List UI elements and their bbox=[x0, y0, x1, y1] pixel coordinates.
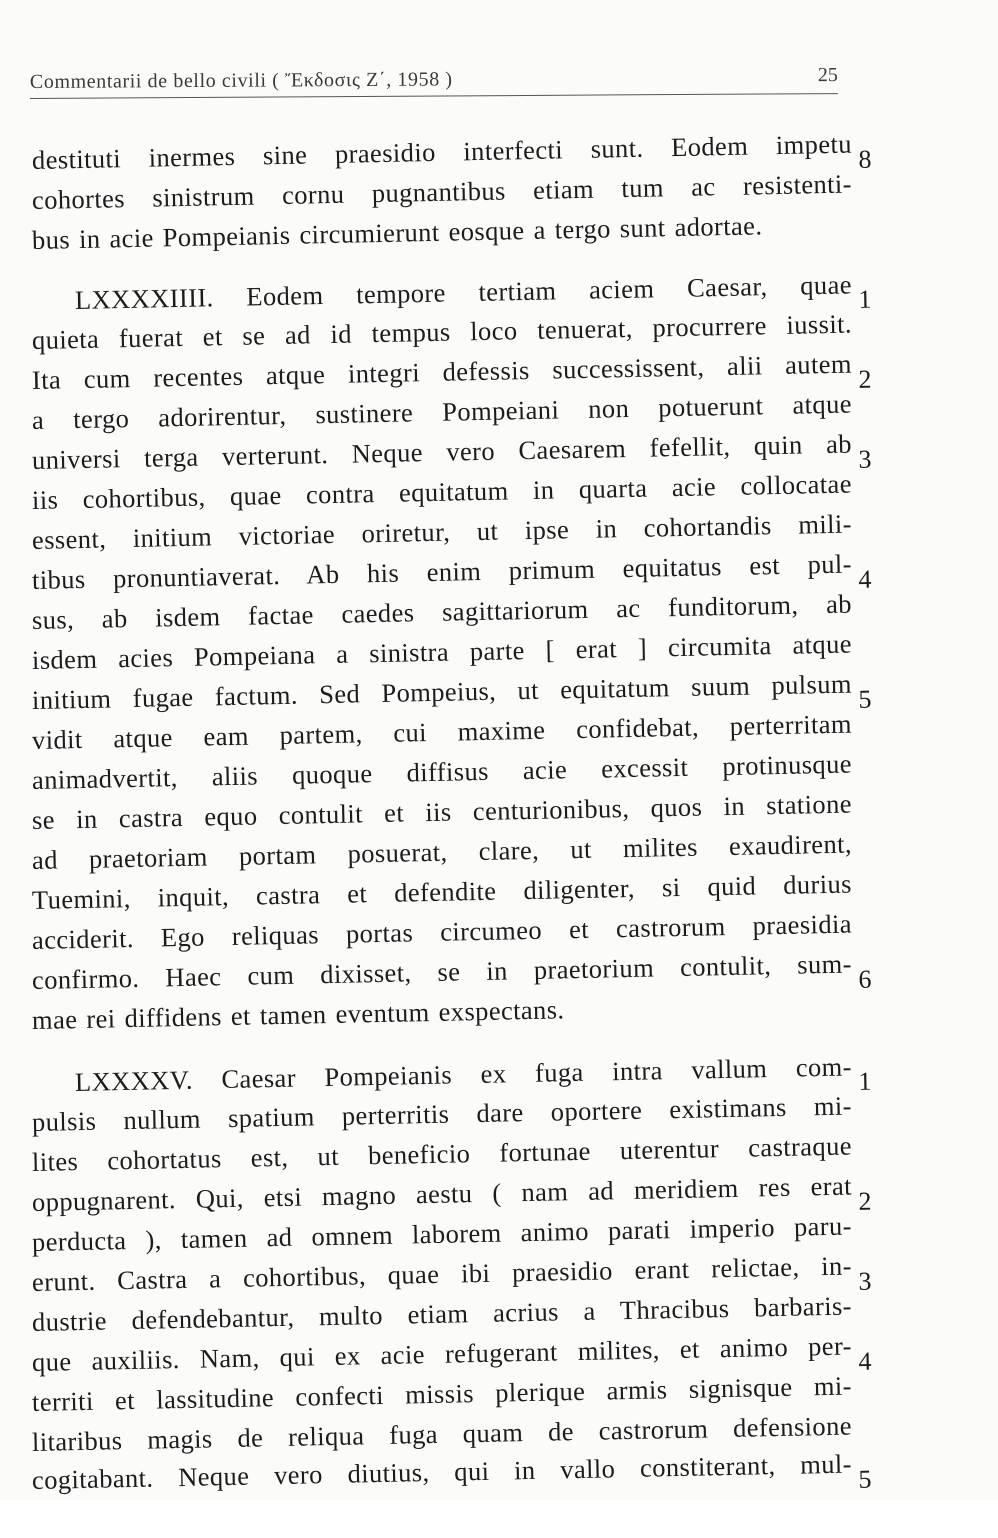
text-line: lites cohortatus est, ut beneficio fortunae uterentur castraque bbox=[31, 1130, 853, 1177]
text-line: a tergo adorirentur, sustinere Pompeiani non potuerunt atque bbox=[31, 388, 853, 435]
text-line: essent, initium victoriae oriretur, ut ipse in cohortandis mili- bbox=[31, 508, 853, 555]
text-line: tibus pronuntiaverat. Ab his enim primum equitatus est pul- bbox=[31, 548, 853, 595]
text-line: que auxiliis. Nam, qui ex acie refugerant milites, et animo per- bbox=[31, 1330, 853, 1377]
text-line: cohortes sinistrum cornu pugnantibus etiam tum ac resistenti- bbox=[31, 168, 853, 215]
chapter-heading-line: LXXXXV. Caesar Pompeianis ex fuga intra vallum com- bbox=[74, 1051, 853, 1097]
page-number: 25 bbox=[817, 64, 838, 87]
text-line: acciderit. Ego reliquas portas circumeo et castrorum praesidia bbox=[31, 908, 853, 955]
text-line: vidit atque eam partem, cui maxime confidebat, perterritam bbox=[31, 708, 853, 755]
text-line: litaribus magis de reliqua fuga quam de castrorum defensione bbox=[31, 1410, 853, 1457]
text-line: bus in acie Pompeianis circumierunt eosque a tergo sunt adortae. bbox=[31, 210, 763, 255]
text-line: isdem acies Pompeiana a sinistra parte [ erat ] circumita atque bbox=[31, 628, 853, 675]
section-number: 2 bbox=[858, 364, 872, 394]
text-line: pulsis nullum spatium perterritis dare oportere existimans mi- bbox=[31, 1090, 853, 1137]
section-number: 5 bbox=[858, 684, 872, 714]
text-line: se in castra equo contulit et iis centurionibus, quos in statione bbox=[31, 788, 853, 835]
section-number: 8 bbox=[858, 144, 872, 174]
section-number: 1 bbox=[858, 1066, 872, 1096]
section-number: 4 bbox=[858, 1346, 872, 1376]
text-line: animadvertit, aliis quoque diffisus acie excessit protinusque bbox=[31, 748, 853, 795]
chapter-heading-line: LXXXXIIII. Eodem tempore tertiam aciem Caesar, quae bbox=[74, 269, 853, 315]
section-number: 5 bbox=[858, 1464, 872, 1494]
section-number: 4 bbox=[858, 564, 872, 594]
text-line: cogitabant. Neque vero diutius, qui in vallo constiterant, mul- bbox=[31, 1448, 853, 1495]
text-line: dustrie defendebantur, multo etiam acrius a Thracibus barbaris- bbox=[31, 1290, 853, 1337]
text-line: iis cohortibus, quae contra equitatum in quarta acie collocatae bbox=[31, 468, 853, 515]
text-line: universi terga verterunt. Neque vero Caesarem fefellit, quin ab bbox=[31, 428, 853, 475]
text-line: Ita cum recentes atque integri defessis successissent, alii autem bbox=[31, 348, 853, 395]
text-line: initium fugae factum. Sed Pompeius, ut equitatum suum pulsum bbox=[31, 668, 853, 715]
text-line: ad praetoriam portam posuerat, clare, ut milites exaudirent, bbox=[31, 828, 853, 875]
text-line: perducta ), tamen ad omnem laborem animo parati imperio paru- bbox=[31, 1210, 853, 1257]
running-title: Commentarii de bello civili ( Ἔκδοσις Ζ΄, 1958 ) bbox=[29, 68, 453, 94]
text-line: Tuemini, inquit, castra et defendite diligenter, si quid durius bbox=[31, 868, 853, 915]
section-number: 3 bbox=[858, 444, 872, 474]
text-line: mae rei diffidens et tamen eventum exspectans. bbox=[31, 994, 565, 1035]
text-line: erunt. Castra a cohortibus, quae ibi praesidio erant relictae, in- bbox=[31, 1250, 853, 1297]
section-number: 3 bbox=[858, 1266, 872, 1296]
text-line: destituti inermes sine praesidio interfecti sunt. Eodem impetu bbox=[31, 128, 853, 175]
text-line: quieta fuerat et se ad id tempus loco tenuerat, procurrere iussit. bbox=[31, 308, 853, 355]
section-number: 6 bbox=[858, 964, 872, 994]
running-header bbox=[30, 63, 838, 99]
text-line: confirmo. Haec cum dixisset, se in praetorium contulit, sum- bbox=[31, 948, 853, 995]
section-number: 1 bbox=[858, 284, 872, 314]
text-line: territi et lassitudine confecti missis plerique armis signisque mi- bbox=[31, 1370, 853, 1417]
text-line: sus, ab isdem factae caedes sagittariorum ac funditorum, ab bbox=[31, 588, 853, 635]
section-number: 2 bbox=[858, 1186, 872, 1216]
text-line: oppugnarent. Qui, etsi magno aestu ( nam ad meridiem res erat bbox=[31, 1170, 853, 1217]
